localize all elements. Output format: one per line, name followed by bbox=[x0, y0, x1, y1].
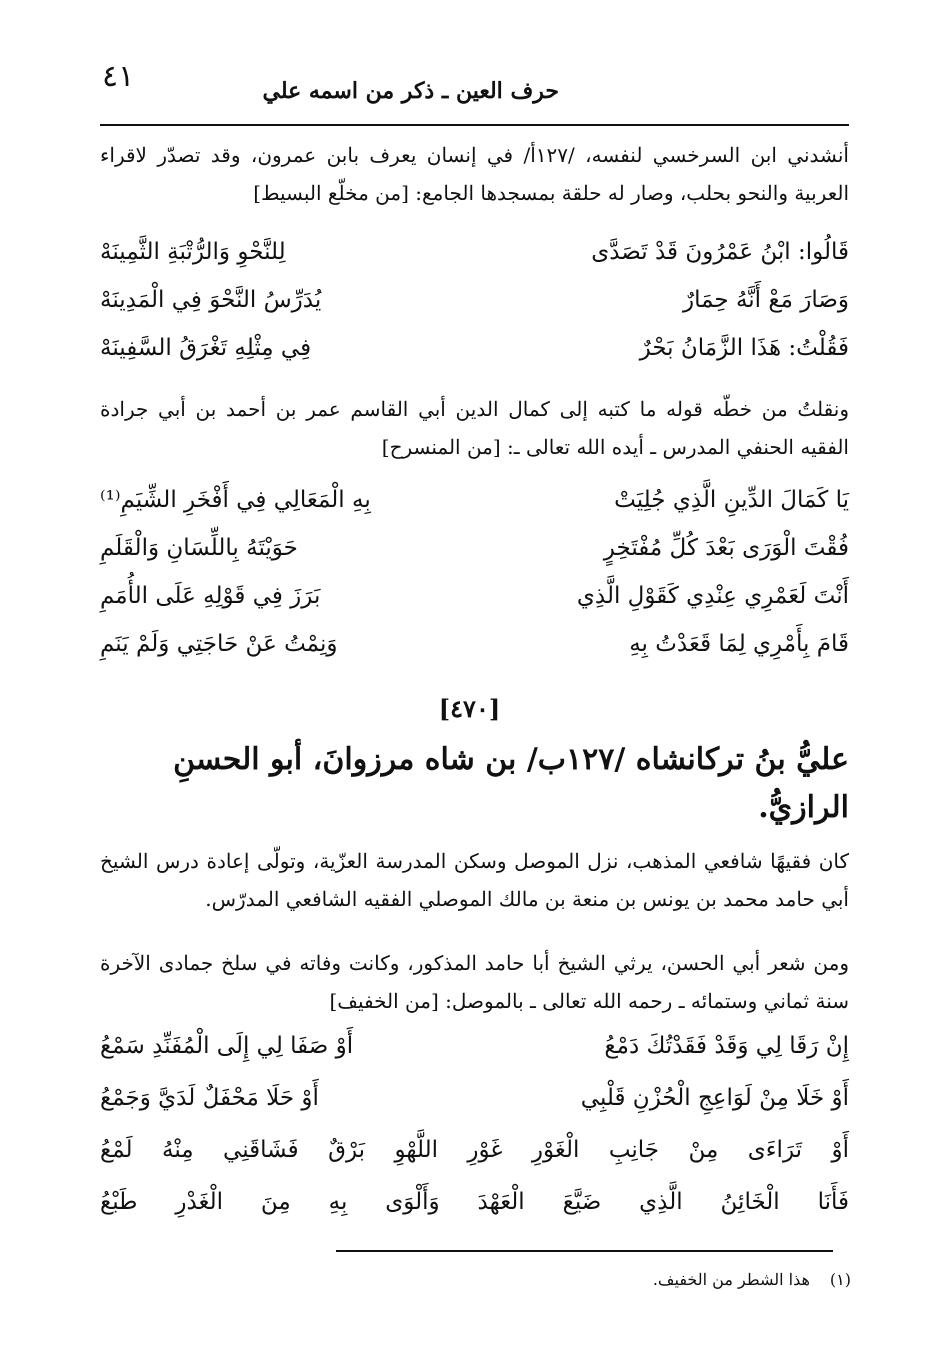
poem-verse-continuous: فَأَنَا الْخَائِنُ الَّذِي ضَيَّعَ الْعَهْدَ وَأَلْوَى بِهِ مِنَ الْغَدْرِ طَبْعُ bbox=[100, 1189, 849, 1215]
verse-second-hemistich: يُدَرِّسُ النَّحْوَ فِي الْمَدِينَهْ bbox=[100, 287, 322, 313]
running-title: حرف العين ـ ذكر من اسمه علي bbox=[262, 78, 559, 104]
biography-paragraph: كان فقيهًا شافعي المذهب، نزل الموصل وسكن المدرسة العزّية، وتولّى إعادة درس الشيخ أبي حامد محمد بن يونس بن منعة بن مالك الموصلي الفقيه الشافعي المدرّس. bbox=[100, 849, 849, 911]
verse-second-hemistich: بِهِ الْمَعَالِي فِي أَفْخَرِ الشِّيَمِ⁽¹⁾ bbox=[100, 487, 371, 513]
verse-first-hemistich: إِنْ رَقَا لِي وَقَدْ فَقَدْتُكَ دَمْعُ bbox=[604, 1033, 849, 1059]
poem-ibn-amrun bbox=[100, 228, 849, 372]
footnote-rule bbox=[336, 1250, 833, 1252]
poem-verse bbox=[100, 524, 849, 572]
entry-number: [٤٧٠] bbox=[438, 694, 501, 723]
header-rule bbox=[100, 124, 849, 126]
poem-verse bbox=[100, 228, 849, 276]
verse-first-hemistich: أَوْ خَلَا مِنْ لَوَاعِجِ الْحُزْنِ قَلْبِي bbox=[580, 1085, 849, 1111]
footnote-mark: (١) bbox=[829, 1270, 851, 1289]
poem-elegy bbox=[100, 1020, 849, 1228]
verse-second-hemistich: حَوَيْتَهُ بِاللِّسَانِ وَالْقَلَمِ bbox=[100, 535, 298, 561]
section1-intro: أنشدني ابن السرخسي لنفسه، /١٢٧أ/ في إنسان يعرف بابن عمرون، وقد تصدّر لاقراء العربية والنحو بحلب، وصار له حلقة بمسجدها الجامع: [من مخلّع البسيط] bbox=[100, 143, 849, 205]
verse-first-hemistich: وَصَارَ مَعْ أَنَّهُ حِمَارٌ bbox=[683, 287, 849, 313]
footnote-text: هذا الشطر من الخفيف. bbox=[652, 1270, 810, 1289]
verse-first-hemistich: فُقْتَ الْوَرَى بَعْدَ كُلِّ مُفْتَخِرٍ bbox=[603, 535, 849, 561]
poem-verse bbox=[100, 1072, 849, 1124]
footnote bbox=[653, 1270, 851, 1289]
verse-first-hemistich: قَامَ بِأَمْرِي لِمَا قَعَدْتُ بِهِ bbox=[629, 631, 849, 657]
verse-first-hemistich: قَالُوا: ابْنُ عَمْرُونَ قَدْ تَصَدَّى bbox=[591, 239, 849, 265]
poem-verse bbox=[100, 1020, 849, 1072]
poem-verse bbox=[100, 620, 849, 668]
section2-intro: ونقلتُ من خطّه قوله ما كتبه إلى كمال الدين أبي القاسم عمر بن أحمد بن أبي جرادة الفقيه الحنفي المدرس ـ أيده الله تعالى ـ: [من المنسرح] bbox=[100, 397, 849, 459]
verse-first-hemistich: أَنْتَ لَعَمْرِي عِنْدِي كَقَوْلِ الَّذِي bbox=[576, 583, 849, 609]
poem-verse bbox=[100, 572, 849, 620]
section3-intro: ومن شعر أبي الحسن، يرثي الشيخ أبا حامد المذكور، وكانت وفاته في سلخ جمادى الآخرة سنة ثماني وستمائه ـ رحمه الله تعالى ـ بالموصل: [من الخفيف] bbox=[100, 951, 849, 1013]
verse-second-hemistich: أَوْ صَفَا لِي إِلَى الْمُفَنِّدِ سَمْعُ bbox=[100, 1033, 354, 1059]
poem-verse-continuous: أَوْ تَرَاءَى مِنْ جَانِبِ الْغَوْرِ غَوْرِ اللَّهْوِ بَرْقٌ فَشَاقَنِي مِنْهُ لَمْعُ bbox=[100, 1137, 849, 1163]
verse-second-hemistich: فِي مِثْلِهِ تَغْرَقُ السَّفِينَهْ bbox=[100, 335, 312, 361]
verse-first-hemistich: يَا كَمَالَ الدِّينِ الَّذِي جُلِيَتْ bbox=[614, 487, 849, 513]
page-number: ٤١ bbox=[102, 59, 135, 94]
poem-verse bbox=[100, 476, 849, 524]
poem-kamal-al-din bbox=[100, 476, 849, 668]
verse-second-hemistich: بَرَزَ فِي قَوْلِهِ عَلَى الأُمَمِ bbox=[100, 583, 321, 609]
verse-second-hemistich: لِلنَّحْوِ وَالرُّتْبَةِ الثَّمِينَهْ bbox=[100, 239, 286, 265]
verse-first-hemistich: فَقُلْتُ: هَذَا الزَّمَانُ بَحْرٌ bbox=[639, 335, 849, 361]
verse-second-hemistich: أَوْ حَلَا مَحْفَلٌ لَدَيَّ وَجَمْعُ bbox=[100, 1085, 319, 1111]
poem-verse bbox=[100, 324, 849, 372]
poem-verse bbox=[100, 276, 849, 324]
verse-second-hemistich: وَنِمْتُ عَنْ حَاجَتِي وَلَمْ يَنَمِ bbox=[100, 631, 338, 657]
entry-heading: عليُّ بنُ تركانشاه /١٢٧ب/ بن شاه مرزوانَ، أبو الحسنِ الرازيُّ. bbox=[173, 742, 849, 825]
